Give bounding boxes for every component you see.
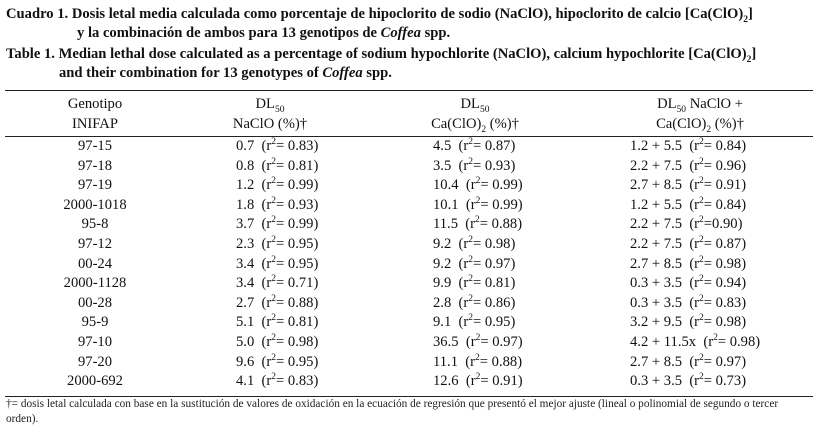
r2-open: (r bbox=[689, 314, 700, 331]
genotipo-cell: 97-15 bbox=[77, 138, 113, 154]
combo-cell bbox=[630, 372, 810, 391]
r2-exponent: 2 bbox=[468, 156, 474, 167]
combo-value: 3.2 + 9.5 bbox=[630, 314, 683, 331]
table-row bbox=[0, 372, 818, 391]
combo-cell bbox=[630, 274, 810, 293]
r2-exponent: 2 bbox=[699, 215, 704, 226]
r2-open: (r bbox=[465, 334, 476, 350]
naclo-r2-value: = 0.99) bbox=[276, 216, 319, 233]
combo-r2-value: = 0.98) bbox=[703, 314, 747, 331]
r2-open: (r bbox=[689, 138, 700, 154]
genotipo-cell: 2000-1128 bbox=[63, 275, 127, 292]
combo-r2-value: =0.90) bbox=[703, 216, 743, 233]
naclo-r2-value: = 0.98) bbox=[276, 334, 319, 350]
ca-cell bbox=[433, 353, 568, 372]
ca-r2-value: = 0.88) bbox=[479, 216, 523, 233]
table-row bbox=[0, 215, 818, 234]
combo-cell bbox=[630, 313, 810, 332]
ca-r2-value: = 0.97) bbox=[480, 334, 523, 350]
table-row bbox=[0, 176, 818, 195]
ca-value: 9.2 bbox=[433, 255, 452, 272]
naclo-cell bbox=[236, 176, 346, 195]
naclo-r2-value: = 0.93) bbox=[276, 196, 319, 213]
ca-value: 12.6 bbox=[433, 373, 459, 390]
naclo-cell bbox=[236, 353, 346, 372]
combo-value: 0.3 + 3.5 bbox=[630, 275, 683, 292]
ca-r2-value: = 0.88) bbox=[479, 353, 523, 370]
r2-exponent: 2 bbox=[475, 215, 480, 226]
combo-r2-value: = 0.98) bbox=[717, 334, 761, 350]
naclo-cell bbox=[236, 157, 346, 176]
combo-cell bbox=[630, 235, 810, 254]
naclo-value: 3.4 bbox=[236, 255, 255, 272]
combo-r2-value: = 0.84) bbox=[703, 196, 747, 213]
r2-exponent: 2 bbox=[271, 137, 277, 148]
naclo-value: 3.7 bbox=[236, 216, 255, 233]
ca-cell bbox=[433, 137, 568, 156]
r2-open: (r bbox=[261, 314, 272, 331]
ca-cell bbox=[433, 294, 568, 313]
ca-r2-value: = 0.99) bbox=[480, 177, 523, 194]
r2-open: (r bbox=[689, 294, 700, 311]
naclo-value: 5.0 bbox=[236, 334, 255, 350]
r2-exponent: 2 bbox=[271, 156, 277, 167]
table-row bbox=[0, 235, 818, 254]
ca-cell bbox=[433, 235, 568, 254]
naclo-value: 9.6 bbox=[236, 353, 255, 370]
combo-value: 2.2 + 7.5 bbox=[630, 157, 683, 174]
genotipo-cell: 95-9 bbox=[81, 314, 109, 331]
r2-open: (r bbox=[261, 196, 272, 213]
naclo-cell bbox=[236, 274, 346, 293]
naclo-r2-value: = 0.95) bbox=[276, 255, 319, 272]
naclo-value: 0.8 bbox=[236, 157, 255, 174]
combo-r2-value: = 0.94) bbox=[703, 275, 747, 292]
ca-cell bbox=[433, 215, 568, 234]
combo-r2-value: = 0.91) bbox=[703, 177, 747, 194]
ca-value: 36.5 bbox=[433, 334, 459, 350]
r2-exponent: 2 bbox=[271, 215, 277, 226]
r2-open: (r bbox=[261, 353, 272, 370]
ca-r2-value: = 0.93) bbox=[473, 157, 516, 174]
combo-value: 0.3 + 3.5 bbox=[630, 373, 683, 390]
r2-exponent: 2 bbox=[468, 254, 474, 265]
r2-open: (r bbox=[458, 236, 469, 252]
r2-open: (r bbox=[458, 275, 469, 292]
naclo-value: 5.1 bbox=[236, 314, 255, 331]
genotipo-cell: 97-20 bbox=[77, 353, 113, 370]
combo-r2-value: = 0.96) bbox=[703, 157, 747, 174]
ca-value: 10.1 bbox=[433, 196, 459, 213]
combo-cell bbox=[630, 176, 810, 195]
r2-exponent: 2 bbox=[475, 352, 480, 363]
r2-open: (r bbox=[458, 255, 469, 272]
r2-exponent: 2 bbox=[475, 333, 481, 344]
footnote: †= dosis letal calculada con base en la sustitución de valores de oxidación en la ecuación de regresión que presentó el mejor ajuste (lineal o polinomial de segundo o tercer orden). bbox=[6, 398, 779, 425]
r2-open: (r bbox=[689, 196, 700, 213]
combo-value: 2.2 + 7.5 bbox=[630, 236, 683, 252]
caption-es-line2: y la combinación de ambos para 13 genotipos de Coffea spp. bbox=[77, 25, 451, 41]
ca-value: 9.2 bbox=[433, 236, 452, 252]
r2-open: (r bbox=[261, 334, 272, 350]
genotipo-cell: 00-24 bbox=[77, 255, 113, 272]
ca-r2-value: = 0.91) bbox=[480, 373, 523, 390]
r2-open: (r bbox=[689, 275, 700, 292]
ca-cell bbox=[433, 176, 568, 195]
r2-open: (r bbox=[689, 157, 700, 174]
genotipo-cell: 2000-692 bbox=[67, 373, 123, 390]
r2-exponent: 2 bbox=[468, 274, 474, 285]
r2-exponent: 2 bbox=[271, 372, 277, 383]
naclo-cell bbox=[236, 235, 346, 254]
r2-open: (r bbox=[689, 373, 700, 390]
ca-cell bbox=[433, 157, 568, 176]
r2-exponent: 2 bbox=[468, 313, 474, 324]
naclo-r2-value: = 0.95) bbox=[276, 236, 319, 252]
naclo-r2-value: = 0.95) bbox=[276, 353, 319, 370]
r2-open: (r bbox=[689, 177, 700, 194]
r2-exponent: 2 bbox=[699, 156, 704, 167]
ca-value: 9.1 bbox=[433, 314, 452, 331]
ca-value: 4.5 bbox=[433, 138, 452, 154]
r2-open: (r bbox=[261, 177, 272, 194]
combo-value: 2.2 + 7.5 bbox=[630, 216, 683, 233]
combo-cell bbox=[630, 137, 810, 156]
ca-r2-value: = 0.99) bbox=[480, 196, 523, 213]
combo-r2-value: = 0.87) bbox=[703, 236, 747, 252]
genotipo-cell: 00-28 bbox=[77, 294, 113, 311]
r2-open: (r bbox=[261, 138, 272, 154]
header-dl50-naclo: $DL_{50}$ NaClO (%)† bbox=[232, 96, 308, 132]
ca-r2-value: = 0.95) bbox=[473, 314, 516, 331]
genotipo-cell: 97-19 bbox=[77, 177, 113, 194]
genotipo-cell: 2000-1018 bbox=[63, 196, 127, 213]
genotipo-cell: 97-10 bbox=[77, 334, 113, 350]
ca-value: 2.8 bbox=[433, 294, 452, 311]
r2-exponent: 2 bbox=[699, 137, 704, 148]
r2-exponent: 2 bbox=[271, 176, 277, 187]
table-row bbox=[0, 196, 818, 215]
table-row bbox=[0, 274, 818, 293]
naclo-cell bbox=[236, 372, 346, 391]
ca-value: 10.4 bbox=[433, 177, 459, 194]
combo-value: 0.3 + 3.5 bbox=[630, 294, 683, 311]
combo-cell bbox=[630, 215, 810, 234]
ca-value: 9.9 bbox=[433, 275, 452, 292]
r2-exponent: 2 bbox=[271, 313, 277, 324]
r2-open: (r bbox=[465, 216, 476, 233]
r2-exponent: 2 bbox=[468, 235, 474, 246]
r2-open: (r bbox=[261, 216, 272, 233]
combo-r2-value: = 0.73) bbox=[703, 373, 747, 390]
r2-exponent: 2 bbox=[699, 274, 704, 285]
r2-open: (r bbox=[689, 353, 700, 370]
table-row bbox=[0, 353, 818, 372]
ca-cell bbox=[433, 372, 568, 391]
r2-exponent: 2 bbox=[699, 235, 704, 246]
naclo-r2-value: = 0.83) bbox=[276, 373, 319, 390]
r2-exponent: 2 bbox=[475, 372, 481, 383]
r2-open: (r bbox=[465, 177, 476, 194]
r2-open: (r bbox=[458, 294, 469, 311]
r2-exponent: 2 bbox=[271, 293, 277, 304]
combo-cell bbox=[630, 157, 810, 176]
naclo-value: 1.2 bbox=[236, 177, 255, 194]
r2-exponent: 2 bbox=[271, 274, 277, 285]
header-dl50-caclo2: $DL_{50}$ $Ca(ClO)_2$ (%)† bbox=[431, 96, 519, 135]
combo-cell bbox=[630, 196, 810, 215]
r2-exponent: 2 bbox=[271, 235, 277, 246]
naclo-r2-value: = 0.81) bbox=[276, 157, 319, 174]
naclo-cell bbox=[236, 294, 346, 313]
r2-exponent: 2 bbox=[699, 254, 704, 265]
ca-value: 11.5 bbox=[433, 216, 458, 233]
naclo-value: 4.1 bbox=[236, 373, 255, 390]
r2-open: (r bbox=[261, 294, 272, 311]
ca-r2-value: = 0.98) bbox=[473, 236, 516, 252]
r2-exponent: 2 bbox=[468, 137, 474, 148]
genotipo-cell: 95-8 bbox=[81, 216, 109, 233]
table-row bbox=[0, 255, 818, 274]
r2-open: (r bbox=[458, 138, 469, 154]
r2-open: (r bbox=[703, 334, 714, 350]
combo-r2-value: = 0.83) bbox=[703, 294, 747, 311]
combo-r2-value: = 0.98) bbox=[703, 255, 747, 272]
ca-cell bbox=[433, 274, 568, 293]
r2-exponent: 2 bbox=[271, 333, 277, 344]
combo-cell bbox=[630, 255, 810, 274]
header-genotipo: Genotipo INIFAP bbox=[67, 96, 123, 132]
ca-cell bbox=[433, 255, 568, 274]
r2-exponent: 2 bbox=[699, 372, 704, 383]
r2-exponent: 2 bbox=[468, 293, 474, 304]
naclo-value: 1.8 bbox=[236, 196, 255, 213]
r2-open: (r bbox=[465, 353, 476, 370]
r2-exponent: 2 bbox=[271, 195, 277, 206]
ca-r2-value: = 0.87) bbox=[473, 138, 516, 154]
combo-r2-value: = 0.84) bbox=[703, 138, 747, 154]
ca-value: 3.5 bbox=[433, 157, 452, 174]
r2-open: (r bbox=[689, 255, 700, 272]
table-row bbox=[0, 294, 818, 313]
ca-cell bbox=[433, 313, 568, 332]
r2-open: (r bbox=[689, 216, 700, 233]
r2-exponent: 2 bbox=[699, 293, 704, 304]
table-row bbox=[0, 313, 818, 332]
genotipo-cell: 97-12 bbox=[77, 236, 113, 252]
ca-value: 11.1 bbox=[433, 353, 458, 370]
caption-en-line2: and their combination for 13 genotypes of Coffea spp. bbox=[59, 65, 392, 81]
r2-exponent: 2 bbox=[475, 176, 481, 187]
r2-open: (r bbox=[261, 275, 272, 292]
r2-open: (r bbox=[465, 196, 476, 213]
combo-value: 1.2 + 5.5 bbox=[630, 196, 683, 213]
caption-en-line1: Table 1. Median lethal dose calculated as a percentage of sodium hypochlorite (NaClO), calcium hypochlorite $[Ca(ClO)_2]$ bbox=[6, 46, 757, 65]
naclo-value: 0.7 bbox=[236, 138, 255, 154]
r2-exponent: 2 bbox=[699, 195, 704, 206]
combo-value: 4.2 + 11.5x bbox=[630, 334, 697, 350]
naclo-r2-value: = 0.83) bbox=[276, 138, 319, 154]
header-dl50-combination: $DL_{50}$ NaClO + $Ca(ClO)_2$ (%)† bbox=[656, 96, 744, 135]
combo-value: 2.7 + 8.5 bbox=[630, 177, 683, 194]
naclo-cell bbox=[236, 215, 346, 234]
combo-value: 2.7 + 8.5 bbox=[630, 255, 683, 272]
table-row bbox=[0, 137, 818, 156]
naclo-cell bbox=[236, 196, 346, 215]
combo-value: 1.2 + 5.5 bbox=[630, 138, 683, 154]
r2-exponent: 2 bbox=[475, 195, 481, 206]
naclo-value: 3.4 bbox=[236, 275, 255, 292]
ca-cell bbox=[433, 333, 568, 352]
combo-cell bbox=[630, 294, 810, 313]
naclo-value: 2.7 bbox=[236, 294, 255, 311]
naclo-cell bbox=[236, 333, 346, 352]
combo-cell bbox=[630, 333, 810, 352]
r2-exponent: 2 bbox=[271, 352, 277, 363]
table-row bbox=[0, 333, 818, 352]
naclo-cell bbox=[236, 255, 346, 274]
ca-cell bbox=[433, 196, 568, 215]
combo-value: 2.7 + 8.5 bbox=[630, 353, 683, 370]
naclo-r2-value: = 0.71) bbox=[276, 275, 319, 292]
combo-r2-value: = 0.97) bbox=[703, 353, 747, 370]
ca-r2-value: = 0.86) bbox=[473, 294, 516, 311]
r2-exponent: 2 bbox=[699, 313, 704, 324]
table-top-rule bbox=[5, 90, 813, 91]
table-row bbox=[0, 157, 818, 176]
r2-open: (r bbox=[261, 255, 272, 272]
ca-r2-value: = 0.97) bbox=[473, 255, 516, 272]
r2-open: (r bbox=[689, 236, 700, 252]
genotipo-cell: 97-18 bbox=[77, 157, 113, 174]
r2-open: (r bbox=[458, 157, 469, 174]
naclo-cell bbox=[236, 137, 346, 156]
r2-open: (r bbox=[261, 373, 272, 390]
naclo-value: 2.3 bbox=[236, 236, 255, 252]
naclo-r2-value: = 0.99) bbox=[276, 177, 319, 194]
caption-es-line1: Cuadro 1. Dosis letal media calculada como porcentaje de hipoclorito de sodio (NaClO), hipoclorito de calcio $[Ca(ClO)_2]$ bbox=[6, 6, 753, 25]
r2-open: (r bbox=[261, 157, 272, 174]
r2-exponent: 2 bbox=[713, 333, 718, 344]
r2-exponent: 2 bbox=[699, 176, 704, 187]
r2-exponent: 2 bbox=[271, 254, 277, 265]
combo-cell bbox=[630, 353, 810, 372]
r2-exponent: 2 bbox=[699, 352, 704, 363]
naclo-r2-value: = 0.81) bbox=[276, 314, 319, 331]
r2-open: (r bbox=[261, 236, 272, 252]
naclo-cell bbox=[236, 313, 346, 332]
ca-r2-value: = 0.81) bbox=[473, 275, 516, 292]
r2-open: (r bbox=[458, 314, 469, 331]
r2-open: (r bbox=[465, 373, 476, 390]
naclo-r2-value: = 0.88) bbox=[276, 294, 319, 311]
